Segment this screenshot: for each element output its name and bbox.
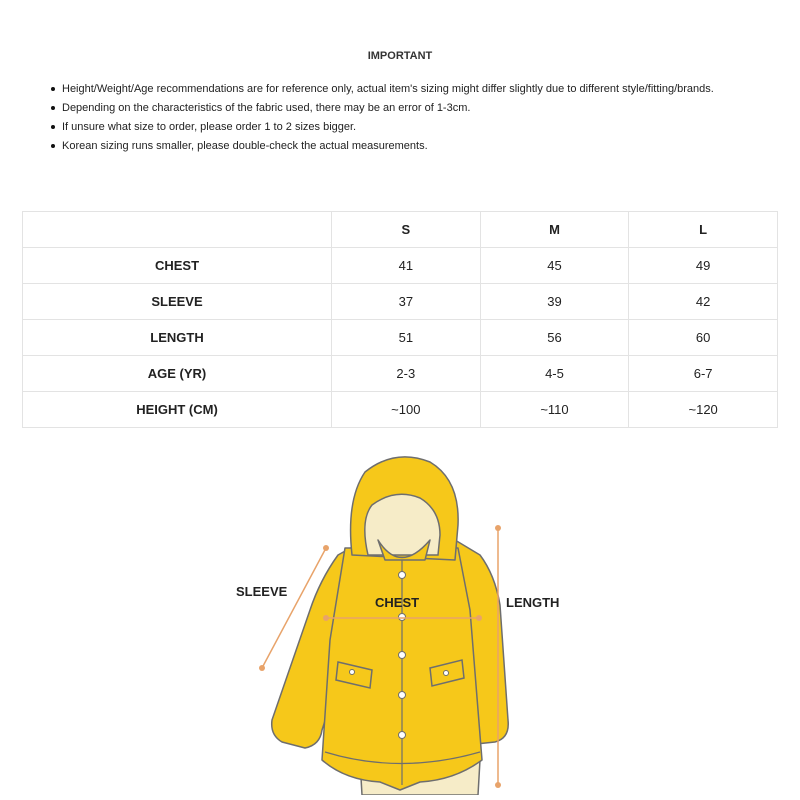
table-cell: 39 bbox=[480, 284, 629, 320]
notes-list bbox=[48, 80, 748, 156]
sleeve-label: SLEEVE bbox=[236, 584, 288, 599]
table-row bbox=[23, 248, 778, 284]
measure-dot bbox=[495, 782, 501, 788]
note-item: Korean sizing runs smaller, please double-check the actual measurements. bbox=[48, 137, 748, 156]
table-cell: 2-3 bbox=[332, 356, 481, 392]
button bbox=[444, 671, 449, 676]
table-cell: 49 bbox=[629, 248, 778, 284]
row-label-age: AGE (YR) bbox=[23, 356, 332, 392]
coat-illustration bbox=[272, 457, 509, 795]
button bbox=[399, 614, 406, 621]
table-cell: 4-5 bbox=[480, 356, 629, 392]
measure-dot bbox=[323, 545, 329, 551]
row-label-length: LENGTH bbox=[23, 320, 332, 356]
coat-diagram bbox=[230, 450, 590, 795]
note-item: Height/Weight/Age recommendations are for reference only, actual item's sizing might differ slightly due to different style/fitting/brands. bbox=[48, 80, 748, 99]
note-item: Depending on the characteristics of the fabric used, there may be an error of 1-3cm. bbox=[48, 99, 748, 118]
table-cell: 51 bbox=[332, 320, 481, 356]
table-cell: 6-7 bbox=[629, 356, 778, 392]
chest-label: CHEST bbox=[375, 595, 420, 610]
table-row bbox=[23, 392, 778, 428]
button bbox=[399, 692, 406, 699]
important-title: IMPORTANT bbox=[367, 50, 433, 62]
header-size-l: L bbox=[629, 212, 778, 248]
table-cell: ~120 bbox=[629, 392, 778, 428]
table-cell: 45 bbox=[480, 248, 629, 284]
button bbox=[399, 652, 406, 659]
table-cell: 37 bbox=[332, 284, 481, 320]
row-label-height: HEIGHT (CM) bbox=[23, 392, 332, 428]
table-cell: ~100 bbox=[332, 392, 481, 428]
table-cell: 56 bbox=[480, 320, 629, 356]
table-row bbox=[23, 320, 778, 356]
button bbox=[399, 572, 406, 579]
header-empty bbox=[23, 212, 332, 248]
row-label-sleeve: SLEEVE bbox=[23, 284, 332, 320]
measure-dot bbox=[476, 615, 482, 621]
table-cell: 41 bbox=[332, 248, 481, 284]
header-size-m: M bbox=[480, 212, 629, 248]
row-label-chest: CHEST bbox=[23, 248, 332, 284]
table-header-row bbox=[23, 212, 778, 248]
length-label: LENGTH bbox=[506, 595, 560, 610]
table-cell: 60 bbox=[629, 320, 778, 356]
measure-dot bbox=[259, 665, 265, 671]
table-cell: 42 bbox=[629, 284, 778, 320]
size-chart-table bbox=[22, 211, 778, 428]
table-cell: ~110 bbox=[480, 392, 629, 428]
header-size-s: S bbox=[332, 212, 481, 248]
button bbox=[399, 732, 406, 739]
button bbox=[350, 670, 355, 675]
measure-dot bbox=[323, 615, 329, 621]
table-row bbox=[23, 356, 778, 392]
measure-dot bbox=[495, 525, 501, 531]
table-row bbox=[23, 284, 778, 320]
note-item: If unsure what size to order, please order 1 to 2 sizes bigger. bbox=[48, 118, 748, 137]
